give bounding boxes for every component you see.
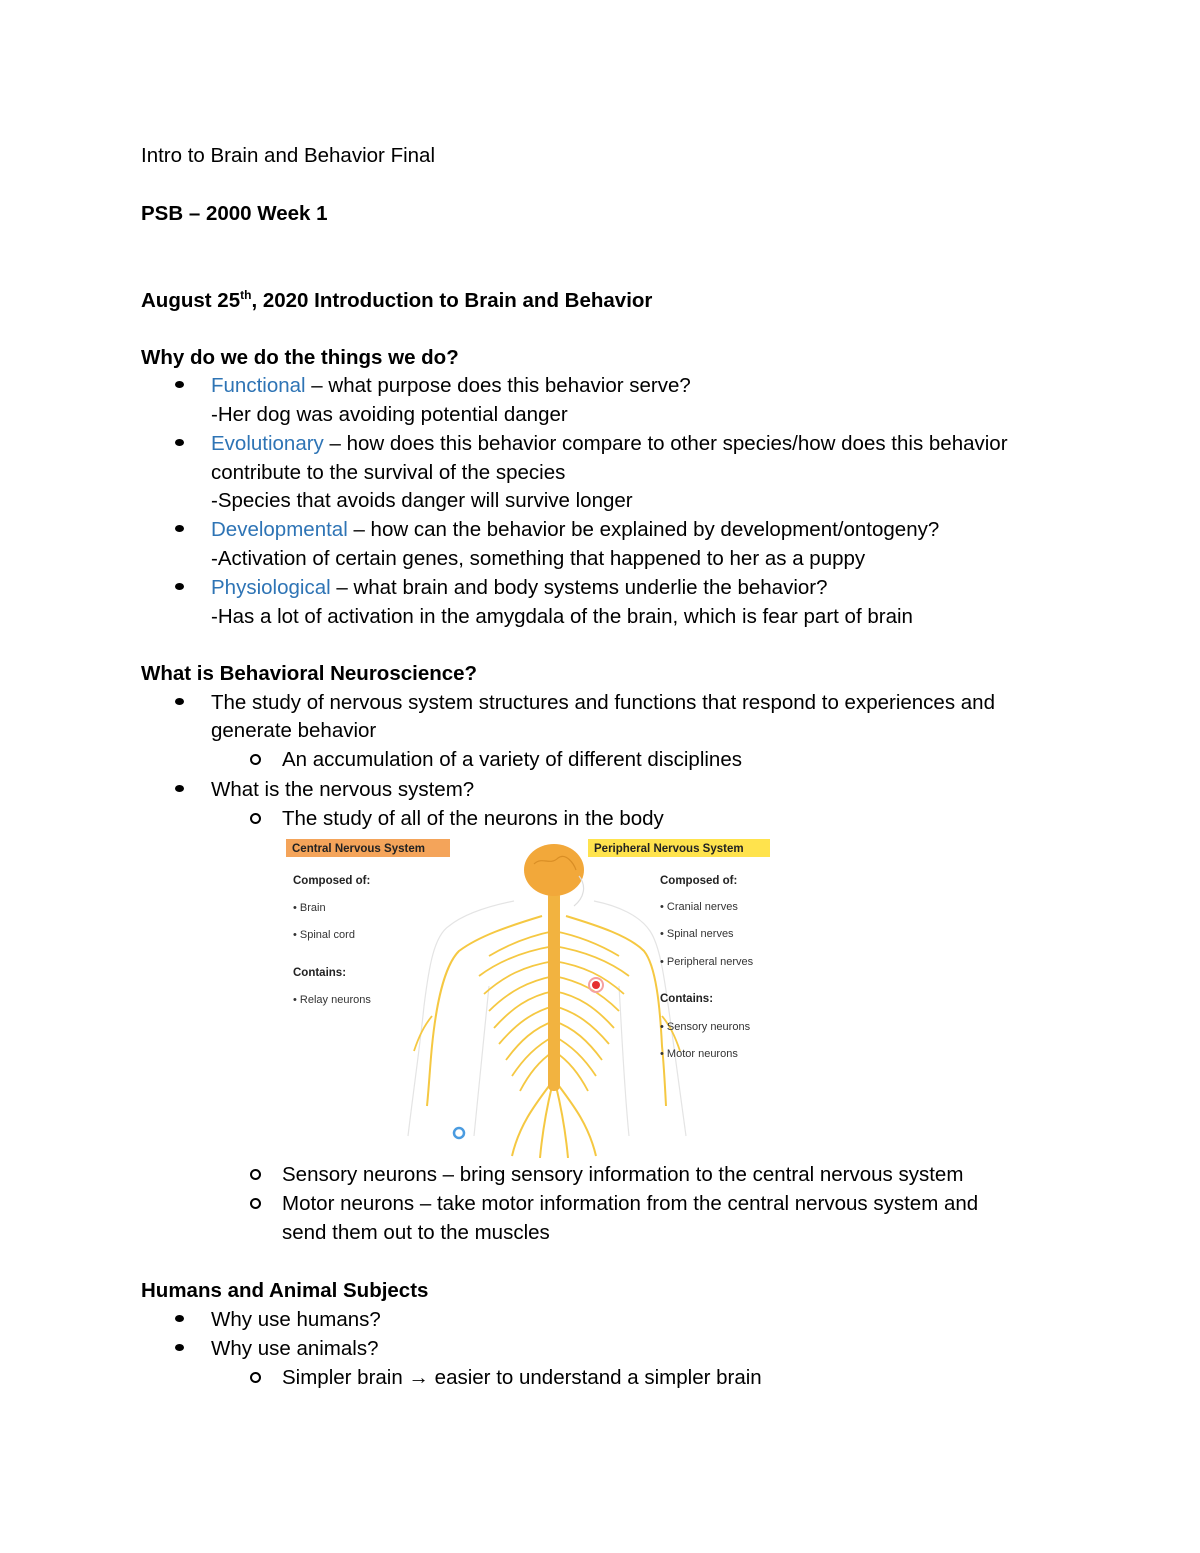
sub-item-disciplines: An accumulation of a variety of different disciplines [282, 748, 742, 771]
list-item-functional [211, 373, 691, 399]
brain [524, 844, 584, 896]
list-item-developmental [211, 517, 939, 543]
sub-bullet-circle [250, 1372, 261, 1383]
section-heading-neuroscience: What is Behavioral Neuroscience? [141, 662, 478, 685]
date-suffix: , 2020 Introduction to Brain and Behavior [251, 289, 653, 312]
pns-contains-label: Contains: [660, 993, 714, 1005]
pns-title: Peripheral Nervous System [594, 843, 744, 855]
list-item-animals: Why use animals? [211, 1337, 379, 1360]
note-evolutionary: -Species that avoids danger will survive longer [211, 489, 633, 512]
continuation-motor: send them out to the muscles [282, 1221, 550, 1244]
cns-contains-label: Contains: [293, 967, 347, 979]
pns-contains-motor: • Motor neurons [660, 1048, 738, 1060]
nervous-system-figure [284, 836, 784, 1158]
term-evolutionary: Evolutionary [211, 432, 324, 455]
pns-contains-sensory: • Sensory neurons [660, 1021, 751, 1033]
sub-item-simpler-brain [282, 1365, 762, 1391]
pns-item-cranial: • Cranial nerves [660, 901, 738, 913]
date-superscript: th [240, 288, 252, 303]
section-heading-why: Why do we do the things we do? [141, 346, 459, 369]
continuation-study: generate behavior [211, 719, 377, 742]
term-functional: Functional [211, 374, 306, 397]
sub-item-sensory: Sensory neurons – bring sensory information to the central nervous system [282, 1163, 964, 1186]
bullet-dot [175, 1344, 184, 1351]
bullet-dot [175, 439, 184, 446]
list-item-physiological [211, 575, 828, 601]
blue-marker [454, 1128, 464, 1138]
list-item-evolutionary [211, 431, 1008, 457]
nervous-system-diagram [284, 836, 784, 1158]
term-physiological: Physiological [211, 576, 331, 599]
easier-text: easier to understand a simpler brain [428, 1366, 762, 1389]
lecture-date-heading [141, 288, 652, 314]
course-week-heading: PSB – 2000 Week 1 [141, 202, 328, 225]
bullet-dot [175, 698, 184, 705]
red-marker [592, 981, 600, 989]
note-functional: -Her dog was avoiding potential danger [211, 403, 568, 426]
simpler-brain-text: Simpler brain [282, 1366, 409, 1389]
item-text: – what brain and body systems underlie the behavior? [330, 576, 828, 599]
term-developmental: Developmental [211, 518, 348, 541]
bullet-dot [175, 381, 184, 388]
pns-composed-label: Composed of: [660, 875, 738, 887]
sub-item-neurons: The study of all of the neurons in the body [282, 807, 664, 830]
date-prefix: August 25 [141, 289, 241, 312]
cns-composed-label: Composed of: [293, 875, 371, 887]
document-title: Intro to Brain and Behavior Final [141, 144, 435, 167]
list-item-study: The study of nervous system structures and functions that respond to experiences and [211, 691, 995, 714]
section-heading-subjects: Humans and Animal Subjects [141, 1279, 429, 1302]
sub-bullet-circle [250, 754, 261, 765]
peripheral-nerves [427, 916, 666, 1158]
pns-item-spinal: • Spinal nerves [660, 928, 734, 940]
bullet-dot [175, 1315, 184, 1322]
sub-bullet-circle [250, 813, 261, 824]
note-physiological: -Has a lot of activation in the amygdala of the brain, which is fear part of brain [211, 605, 913, 628]
item-text: – what purpose does this behavior serve? [305, 374, 691, 397]
sub-item-motor: Motor neurons – take motor information from the central nervous system and [282, 1192, 979, 1215]
sub-bullet-circle [250, 1198, 261, 1209]
bullet-dot [175, 583, 184, 590]
body-outline [408, 901, 686, 1136]
sub-bullet-circle [250, 1169, 261, 1180]
spinal-nerves [414, 931, 680, 1091]
list-item-nervous-system: What is the nervous system? [211, 778, 475, 801]
list-item-humans: Why use humans? [211, 1308, 381, 1331]
cns-item-brain: • Brain [293, 902, 326, 914]
cns-item-spinal-cord: • Spinal cord [293, 929, 355, 941]
bullet-dot [175, 525, 184, 532]
item-text: – how can the behavior be explained by development/ontogeny? [347, 518, 940, 541]
spinal-cord [548, 891, 560, 1091]
cns-contains-relay: • Relay neurons [293, 994, 371, 1006]
note-developmental: -Activation of certain genes, something that happened to her as a puppy [211, 547, 866, 570]
cns-title: Central Nervous System [292, 843, 425, 855]
continuation-evolutionary: contribute to the survival of the species [211, 461, 566, 484]
pns-item-peripheral: • Peripheral nerves [660, 956, 754, 968]
arrow-icon: → [408, 1366, 429, 1389]
item-text: – how does this behavior compare to other species/how does this behavior [323, 432, 1008, 455]
bullet-dot [175, 785, 184, 792]
